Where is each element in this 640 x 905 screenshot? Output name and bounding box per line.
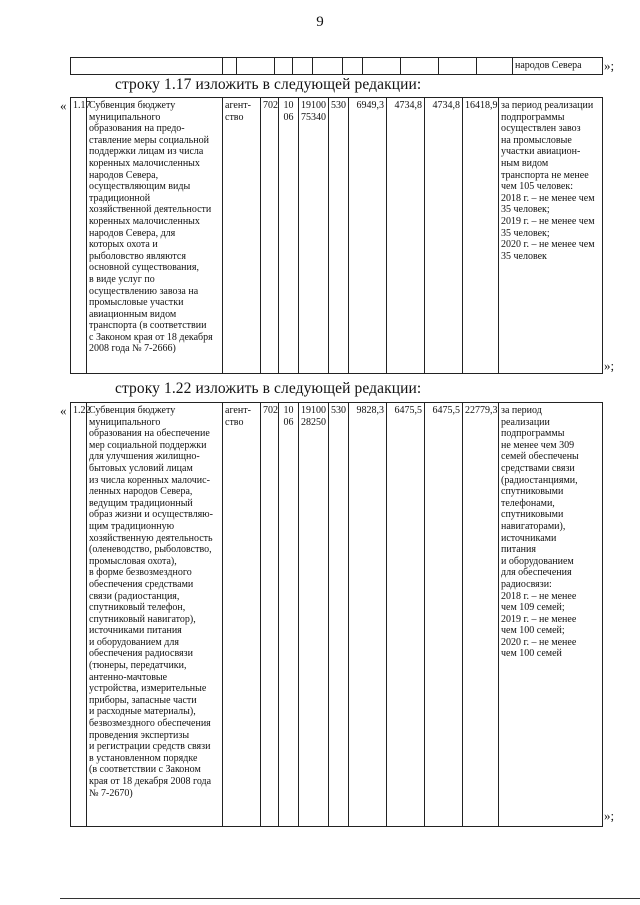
row-total: 22779,3 <box>463 403 499 827</box>
table-row <box>71 58 603 75</box>
row-kind: 530 <box>329 98 349 374</box>
row-result: за период реализации подпрограммы не менее чем 309 семей обеспечены средствами связи (радиостанциями, спутниковыми телефонами, спутниковыми навигаторами), источниками питания и оборудованием для обеспечения радиосвязи: 2018 г. – не менее чем 109 семей; 2019 г. – не менее чем 100 семей; 2020 г. – не менее чем 100 семей <box>499 403 603 827</box>
close-quote: »; <box>604 358 615 373</box>
section-heading: строку 1.17 изложить в следующей редакции: <box>115 76 422 93</box>
continuation-table <box>70 57 603 75</box>
row-result: за период реализации подпрограммы осуществлен завоз на промысловые участки авиацион- ным видом транспорта не менее чем 105 человек: 2018 г. – не менее чем 35 человек; 2019 г. – не менее чем 35 человек; 2020 г. – не менее чем 35 человек <box>499 98 603 374</box>
close-quote: »; <box>604 808 615 823</box>
row-code: 702 <box>261 98 279 374</box>
row-number: 1.22 <box>71 403 87 827</box>
open-quote: « <box>60 98 67 113</box>
row-name: Субвенция бюджету муниципального образования на обеспечение мер социальной поддержки для улучшения жилищно- бытовых условий лицам из числа коренных малочис- ленных народов Севера, ведущим традиционный образ жизни и осуществляю- щим традиционную хозяйственную деятельность (оленеводство, рыболовство, промысловая охота), в форме безвозмездного обеспечения средствами связи (радиостанция, спутниковый телефон, спутниковый навигатор), источниками питания и оборудованием для обеспечения радиосвязи (тюнеры, передатчики, антенно-мачтовые устройства, измерительные приборы, запасные части и расходные материалы), безвозмездного обеспечения проведения экспертизы и регистрации средств связи в установленном порядке (в соответствии с Законом края от 18 декабря 2008 года № 7-2670) <box>87 403 223 827</box>
result-cell: народов Севера <box>513 58 603 75</box>
row-2020: 4734,8 <box>425 98 463 374</box>
row-number: 1.17 <box>71 98 87 374</box>
table-row <box>71 403 603 827</box>
row-code: 702 <box>261 403 279 827</box>
row-2019: 6475,5 <box>387 403 425 827</box>
row-2019: 4734,8 <box>387 98 425 374</box>
row-agency: агент- ство <box>223 403 261 827</box>
row-name: Субвенция бюджету муниципального образования на предо- ставление меры социальной поддержки лицам из числа коренных малочисленных народов Севера, осуществляющим виды традиционной хозяйственной деятельности коренных малочисленных народов Севера, для которых охота и рыболовство являются основной существования, в виде услуг по осуществлению завоза на промысловые участки авиационным видом транспорта (в соответствии с Законом края от 18 декабря 2008 года № 7-2666) <box>87 98 223 374</box>
table-row <box>71 98 603 374</box>
row-2020: 6475,5 <box>425 403 463 827</box>
row-section: 10 06 <box>279 403 299 827</box>
row-kind: 530 <box>329 403 349 827</box>
row-2018: 9828,3 <box>349 403 387 827</box>
row-section: 10 06 <box>279 98 299 374</box>
page-bottom-rule <box>60 898 640 899</box>
row-2018: 6949,3 <box>349 98 387 374</box>
section-heading: строку 1.22 изложить в следующей редакции: <box>115 380 422 397</box>
row-total: 16418,9 <box>463 98 499 374</box>
row-1-22-table <box>70 402 603 827</box>
close-quote: »; <box>604 58 615 73</box>
page-number: 9 <box>316 14 324 30</box>
row-target: 19100 75340 <box>299 98 329 374</box>
row-agency: агент- ство <box>223 98 261 374</box>
open-quote: « <box>60 403 67 418</box>
row-target: 19100 28250 <box>299 403 329 827</box>
row-1-17-table <box>70 97 603 374</box>
